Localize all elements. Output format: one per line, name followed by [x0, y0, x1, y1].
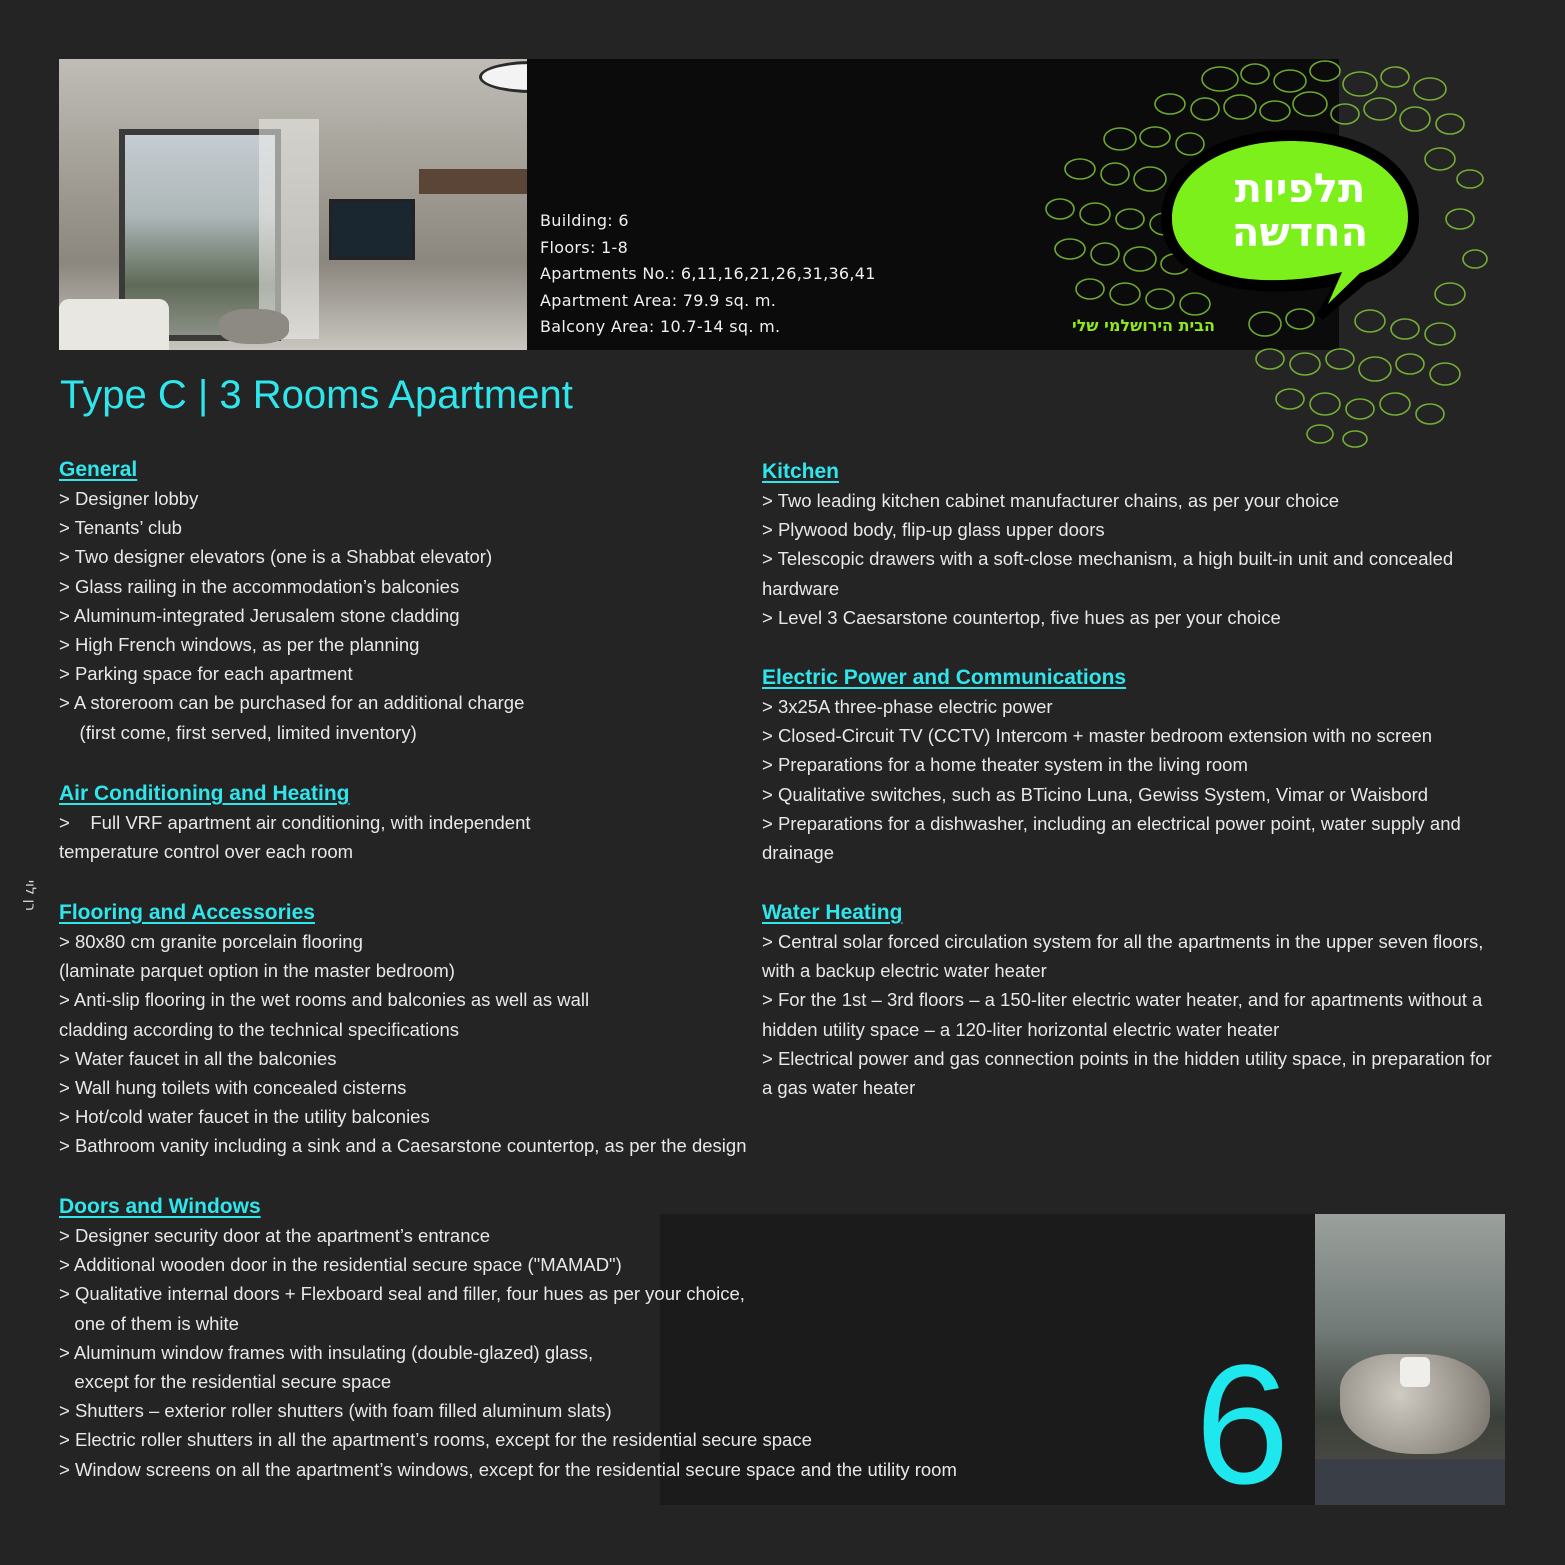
spec-apartment-area: Apartment Area: 79.9 sq. m. — [540, 290, 777, 310]
list-item: > Level 3 Caesarstone countertop, five hues as per your choice — [762, 606, 1281, 628]
list-item: > Central solar forced circulation system for all the apartments in the upper seven floors, — [762, 931, 1484, 952]
section-water-heating — [762, 899, 1492, 1102]
spec-building: Building: 6 — [540, 211, 629, 230]
logo-line-1: תלפיות — [1234, 166, 1366, 212]
list-item: (laminate parquet option in the master bedroom) — [59, 960, 455, 982]
list-item: drainage — [762, 842, 835, 864]
photo-sofa — [59, 299, 169, 350]
list-item: > For the 1st – 3rd floors – a 150-liter electric water heater, and for apartments without a — [762, 989, 1483, 1011]
logo-line-2: החדשה — [1231, 210, 1369, 256]
list-item: > Designer lobby — [59, 488, 199, 509]
list-item: > Bathroom vanity including a sink and a Caesarstone countertop, as per the design — [59, 1135, 747, 1157]
section-electric — [762, 664, 1461, 867]
list-item: > Tenants’ club — [59, 517, 182, 539]
side-mark: רן לוי — [22, 880, 38, 912]
list-item: > Wall hung toilets with concealed cisterns — [59, 1077, 407, 1099]
photo-tv — [329, 199, 415, 260]
building-specs — [540, 208, 876, 341]
list-item: > Electric roller shutters in all the apartment’s rooms, except for the residential secure space — [59, 1429, 812, 1451]
list-item: cladding according to the technical specifications — [59, 1018, 460, 1040]
photo-cabinet — [419, 169, 527, 194]
list-item: > Hot/cold water faucet in the utility balconies — [59, 1106, 430, 1128]
spec-balcony-area: Balcony Area: 10.7-14 sq. m. — [540, 317, 781, 336]
spec-apartments: Apartments No.: 6,11,16,21,26,31,36,41 — [540, 264, 876, 283]
list-item: with a backup electric water heater — [762, 960, 1047, 982]
section-heading: General — [59, 458, 138, 481]
list-item: > Glass railing in the accommodation’s balconies — [59, 575, 460, 597]
stone-table-photo — [1315, 1214, 1505, 1505]
section-heading: Water Heating — [762, 901, 903, 924]
page-number: 6 — [1195, 1330, 1290, 1520]
list-item: > Qualitative internal doors + Flexboard seal and filler, four hues as per your choice, — [59, 1283, 745, 1305]
list-item: > Designer security door at the apartment’s entrance — [59, 1225, 491, 1246]
project-logo — [1020, 59, 1490, 449]
list-item: a gas water heater — [762, 1077, 916, 1099]
list-item: > Window screens on all the apartment’s windows, except for the residential secure space and the utility room — [59, 1458, 957, 1480]
list-item: > Anti-slip flooring in the wet rooms and balconies as well as wall — [59, 989, 590, 1011]
list-item: > Parking space for each apartment — [59, 663, 353, 685]
section-heading: Kitchen — [762, 460, 840, 483]
list-item: > High French windows, as per the planning — [59, 634, 420, 656]
list-item: hardware — [762, 577, 840, 599]
list-item: > Two designer elevators (one is a Shabbat elevator) — [59, 546, 493, 568]
section-heading: Doors and Windows — [59, 1195, 261, 1218]
list-item: > Shutters – exterior roller shutters (with foam filled aluminum slats) — [59, 1400, 612, 1422]
list-item: temperature control over each room — [59, 841, 354, 863]
photo-curtain — [259, 119, 319, 339]
list-item: > Water faucet in all the balconies — [59, 1047, 337, 1069]
photo-table — [219, 309, 289, 344]
logo-title — [1205, 167, 1395, 255]
section-general — [59, 456, 524, 747]
list-item: > A storeroom can be purchased for an additional charge — [59, 692, 525, 714]
photo-lamp — [479, 61, 527, 93]
section-heading: Electric Power and Communications — [762, 666, 1127, 689]
list-item: > Aluminum-integrated Jerusalem stone cladding — [59, 604, 460, 626]
list-item: > Full VRF apartment air conditioning, with independent — [59, 812, 531, 833]
list-item: except for the residential secure space — [59, 1371, 392, 1393]
list-item: > Additional wooden door in the residential secure space ("MAMAD") — [59, 1254, 622, 1276]
list-item: (first come, first served, limited inventory) — [59, 721, 417, 743]
photo-rug — [1315, 1459, 1505, 1505]
list-item: > 80x80 cm granite porcelain flooring — [59, 931, 363, 952]
section-doors-windows — [59, 1193, 957, 1484]
list-item: > 3x25A three-phase electric power — [762, 696, 1053, 717]
list-item: > Aluminum window frames with insulating (double-glazed) glass, — [59, 1341, 594, 1363]
list-item: hidden utility space – a 120-liter horizontal electric water heater — [762, 1018, 1280, 1040]
list-item: > Closed-Circuit TV (CCTV) Intercom + master bedroom extension with no screen — [762, 725, 1433, 747]
section-heading: Flooring and Accessories — [59, 901, 315, 924]
logo-tagline: הבית הירושלמי שלי — [1072, 316, 1215, 335]
list-item: > Qualitative switches, such as BTicino Luna, Gewiss System, Vimar or Waisbord — [762, 783, 1429, 805]
section-kitchen — [762, 458, 1453, 632]
photo-cup — [1400, 1357, 1430, 1387]
spec-floors: Floors: 1-8 — [540, 237, 629, 257]
list-item: > Telescopic drawers with a soft-close mechanism, a high built-in unit and concealed — [762, 548, 1454, 570]
section-heading: Air Conditioning and Heating — [59, 782, 350, 805]
list-item: one of them is white — [59, 1312, 239, 1334]
section-flooring — [59, 899, 747, 1161]
list-item: > Plywood body, flip-up glass upper doors — [762, 519, 1105, 541]
living-room-photo — [59, 59, 527, 350]
section-air-conditioning — [59, 780, 531, 866]
page-title: Type C | 3 Rooms Apartment — [60, 373, 573, 417]
list-item: > Two leading kitchen cabinet manufacturer chains, as per your choice — [762, 490, 1340, 511]
list-item: > Electrical power and gas connection points in the hidden utility space, in preparation for — [762, 1047, 1492, 1069]
list-item: > Preparations for a home theater system in the living room — [762, 754, 1248, 776]
list-item: > Preparations for a dishwasher, including an electrical power point, water supply and — [762, 812, 1461, 834]
